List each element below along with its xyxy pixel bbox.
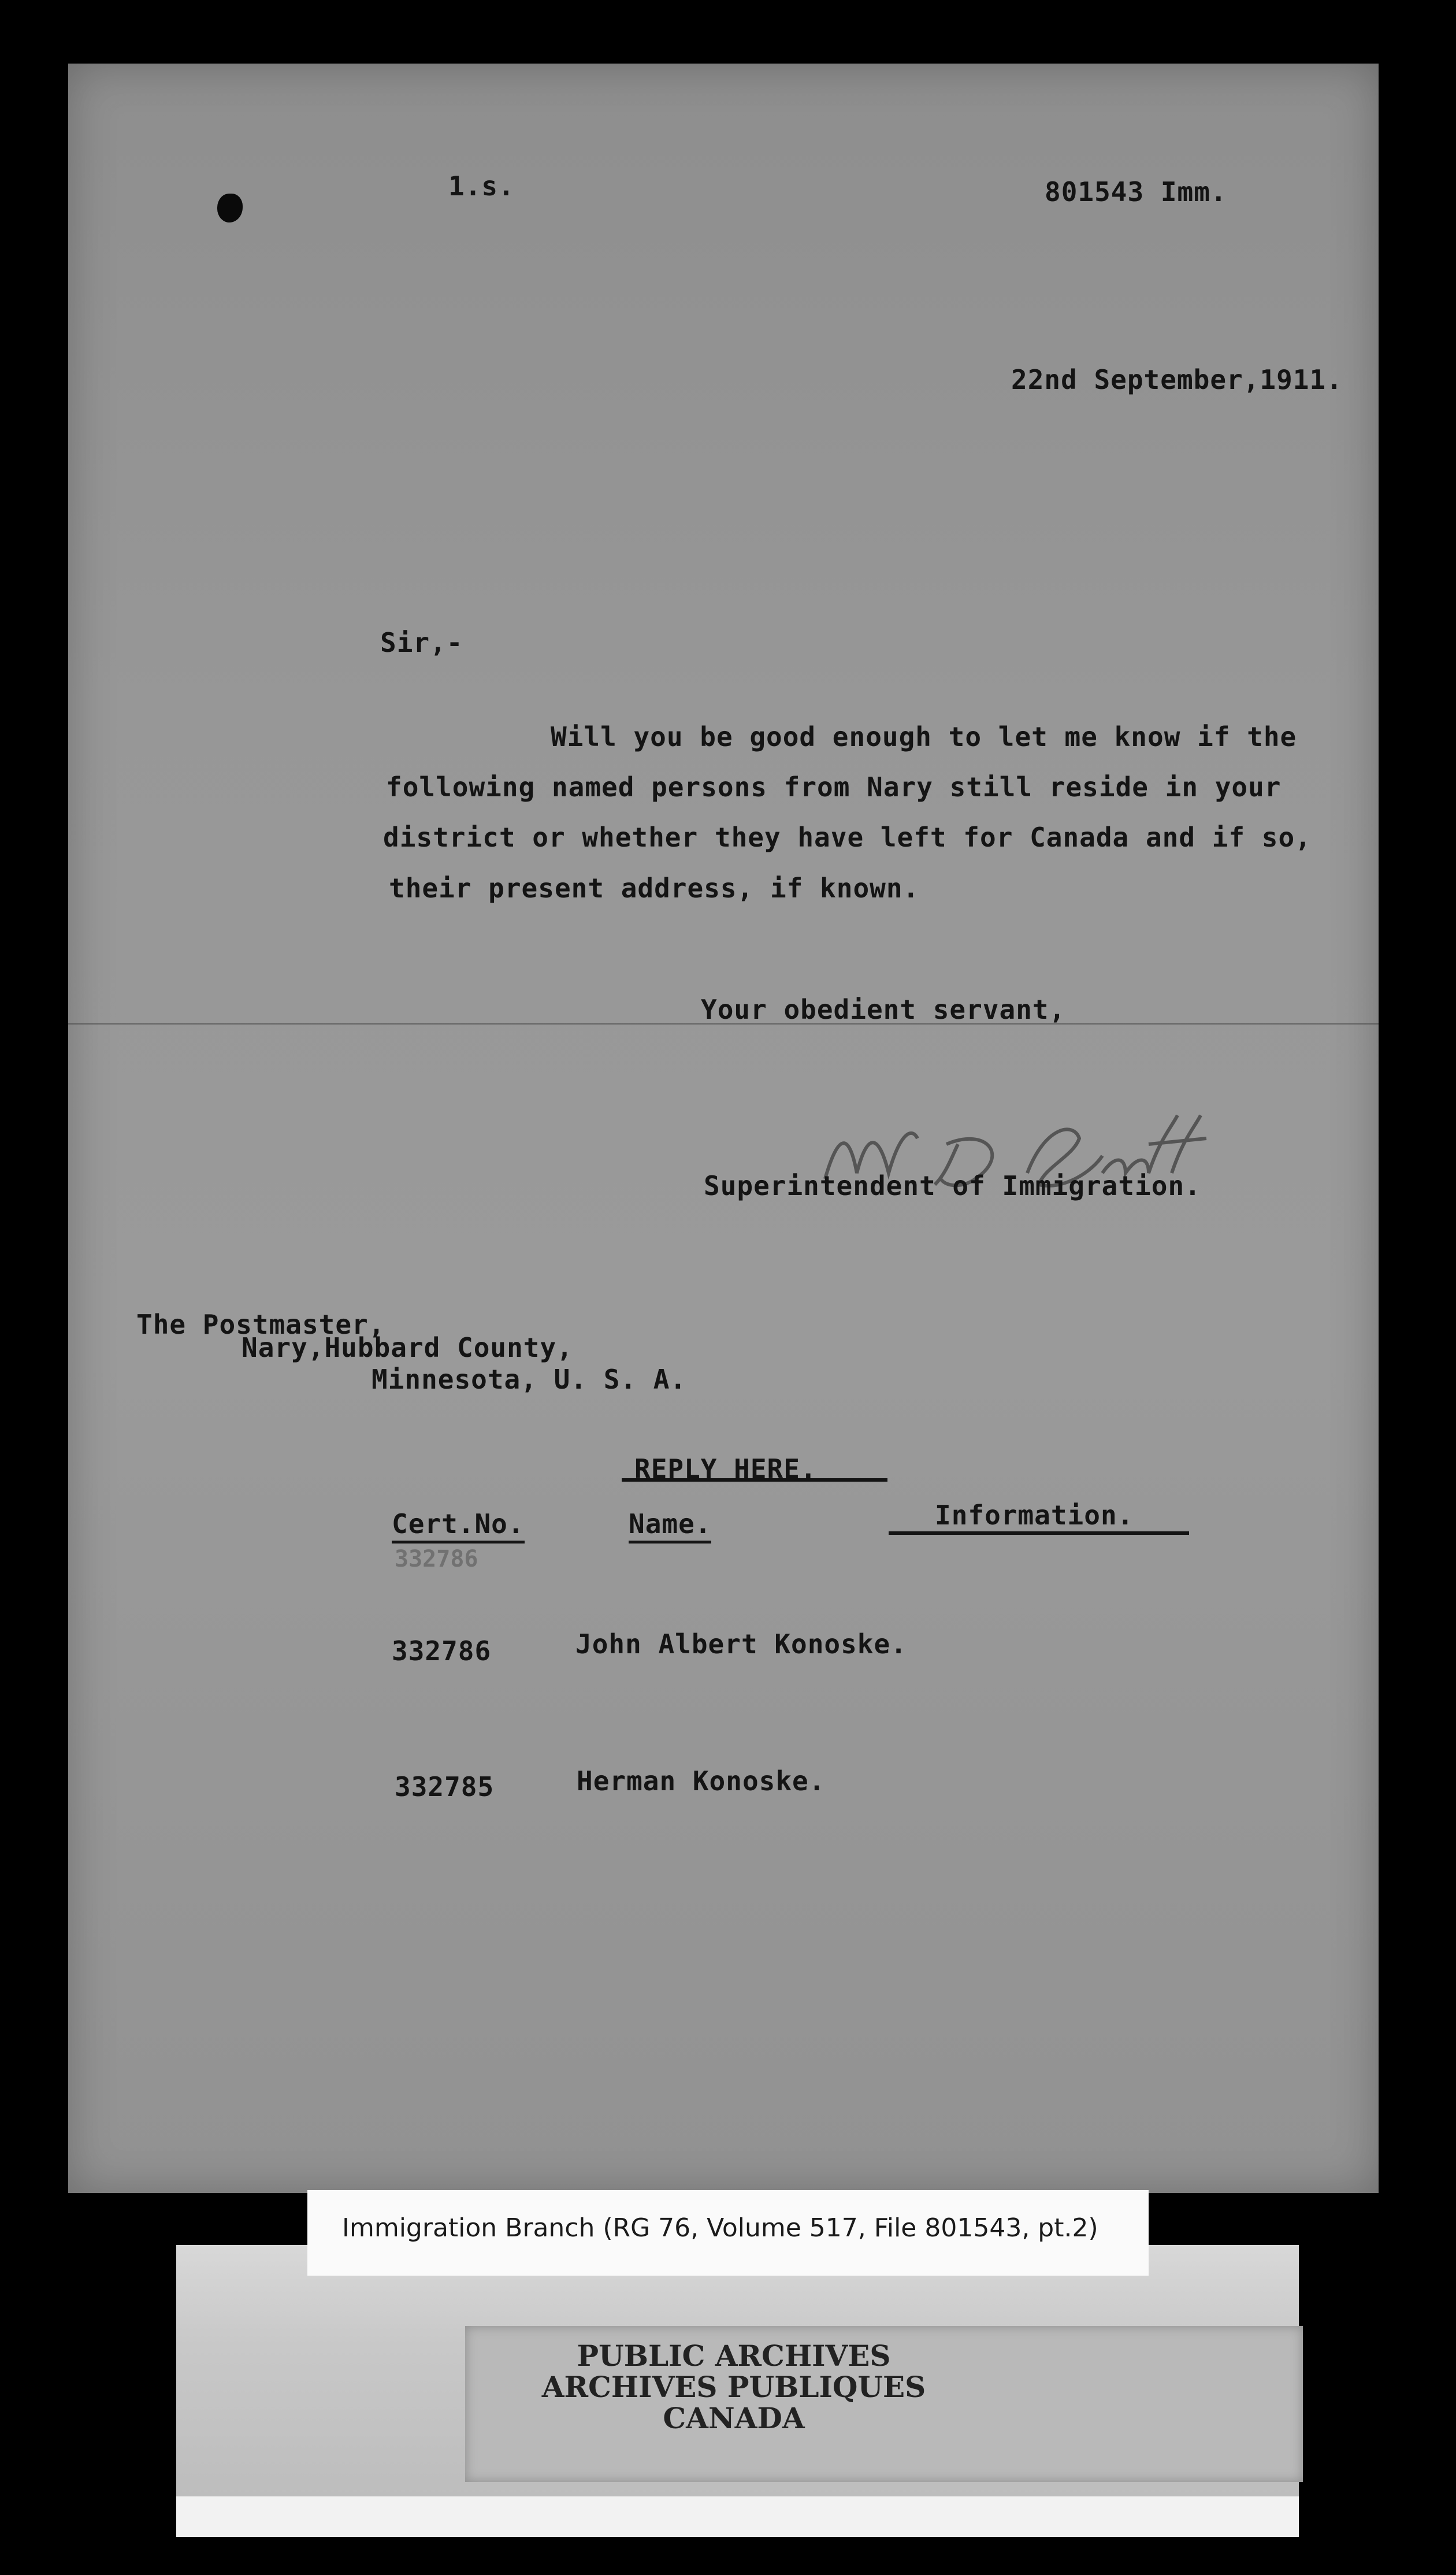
closing: Your obedient servant, xyxy=(701,994,1066,1025)
ink-blot xyxy=(217,194,243,222)
information-rule xyxy=(889,1531,1189,1535)
stamp-line-3: CANADA xyxy=(663,2401,805,2435)
col-information: Information. xyxy=(935,1500,1134,1531)
row-2-name: Herman Konoske. xyxy=(577,1765,826,1797)
stamp-line-2: ARCHIVES PUBLIQUES xyxy=(541,2370,926,2404)
faint-cert-number: 332786 xyxy=(395,1546,478,1572)
archive-stamp xyxy=(503,2340,965,2434)
row-2-cert: 332785 xyxy=(395,1771,495,1802)
row-1-name: John Albert Konoske. xyxy=(575,1628,907,1660)
signatory-title: Superintendent of Immigration. xyxy=(704,1170,1201,1201)
salutation: Sir,- xyxy=(380,627,463,658)
col-name: Name. xyxy=(629,1508,711,1543)
archive-label-text: Immigration Branch (RG 76, Volume 517, File 801543, pt.2) xyxy=(342,2213,1098,2243)
letter-page xyxy=(68,64,1379,2193)
addressee-line-3: Minnesota, U. S. A. xyxy=(372,1364,687,1395)
reply-heading: REPLY HERE. xyxy=(634,1453,817,1485)
letter-date: 22nd September,1911. xyxy=(1011,364,1343,395)
body-line-4: their present address, if known. xyxy=(389,873,920,904)
stamp-line-1: PUBLIC ARCHIVES xyxy=(577,2339,891,2373)
addressee-line-2: Nary,Hubbard County, xyxy=(242,1332,573,1363)
body-line-1: Will you be good enough to let me know if the xyxy=(551,721,1297,752)
archive-label xyxy=(307,2190,1149,2276)
file-reference: 801543 Imm. xyxy=(1045,176,1227,207)
addressee-line-1: The Postmaster, xyxy=(136,1309,385,1340)
body-line-3: district or whether they have left for Canada and if so, xyxy=(383,822,1312,853)
bottom-strip xyxy=(176,2496,1299,2537)
body-line-2: following named persons from Nary still reside in your xyxy=(386,771,1282,803)
col-cert-no: Cert.No. xyxy=(392,1508,525,1543)
row-1-cert: 332786 xyxy=(392,1635,492,1667)
typist-initials: 1.s. xyxy=(448,170,515,202)
